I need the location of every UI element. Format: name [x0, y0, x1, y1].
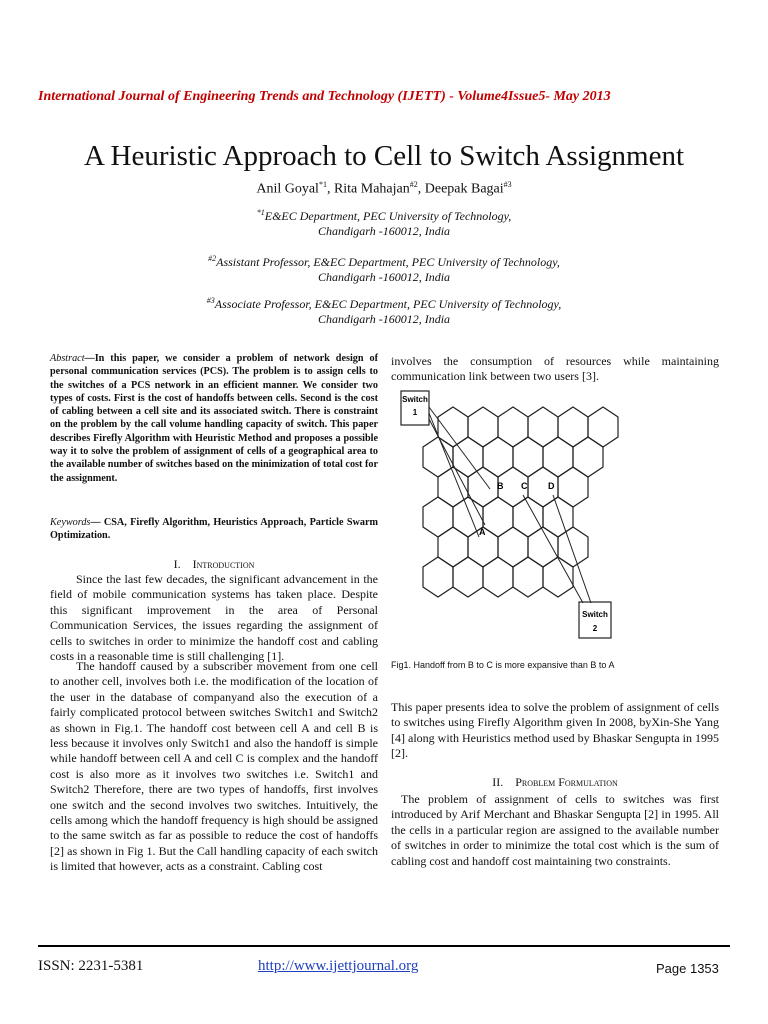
affiliation-superscript: #3 [206, 296, 215, 305]
section-heading-introduction [50, 557, 378, 572]
author-superscript: #2 [409, 180, 418, 189]
section-title: Problem Formulation [515, 775, 618, 789]
author-list [0, 180, 768, 198]
hexagon-cell [558, 467, 588, 507]
hexagon-cell [528, 407, 558, 447]
abstract [50, 352, 378, 485]
hexagon-cell [498, 407, 528, 447]
abstract-text: —In this paper, we consider a problem of network design of personal communication services (PCS). The problem is to assign cells to the switches of a PCS network in an efficient manner. We consider two types of costs. First is the cost of handoffs between cells. Second is the cost of cabling between a cell site and its associated switch. There is constraint on the problem by the call volume handling capacity of switch. This paper describes Firefly Algorithm with Heuristic Method and proposes a possible way it to solve the problem of assignment of cells of a geographical area to the available number of switches based on the minimization of total cost for the assignment. [50, 353, 378, 484]
hexagon-cell [558, 407, 588, 447]
cell-d-label: D [548, 481, 555, 491]
section-title: Introduction [192, 557, 255, 571]
journal-header: International Journal of Engineering Trends and Technology (IJETT) - Volume4Issue5- May 2013 [38, 89, 611, 104]
hexagon-cell [543, 497, 573, 537]
intro-paragraph-1: Since the last few decades, the significant advancement in the field of mobile communication systems has taken place. Despite this significant improvement in the area of Personal Communication Services, the issues regarding the assignment of cells to switches in order to minimize the handoff cost and cabling costs in a reasonable time is still challenging [1]. [50, 572, 378, 664]
section-number: I. [173, 557, 181, 571]
author-name: Deepak Bagai [424, 181, 504, 197]
hexagon-cell [423, 497, 453, 537]
hexagon-cell [483, 437, 513, 477]
footer-rule [38, 945, 730, 947]
footer-page-number: Page 1353 [656, 961, 719, 976]
right-paragraph-2: This paper presents idea to solve the problem of assignment of cells to switches using Firefly Algorithm given In 2008, byXin-She Yang [4] along with Heuristics method used by Bhaskar Sengupta in 1995 [2]. [391, 700, 719, 761]
intro-paragraph-2: The handoff caused by a subscriber movement from one cell to another cell, involves both i.e. the modification of the location of the user in the database of companyand also the execution of a fairly complicated protocol between switches Switch1 and Switch2 as shown in Fig.1. The handoff cost between cell A and cell B is less because it involves only Switch1 and also the handoff is simple while handoff between cell A and cell C is complex and the handoff cost is also more as it involves two switches i.e. Switch1 and Switch2 Therefore, there are two types of handoffs, first involves one switch and the second involves two switches. Intuitively, the cells among which the handoff frequency is high should be assigned to the same switch as far as possible to reduce the cost of handoffs [2] as shown in Fig 1. But the Call handling capacity of each switch is limited that however, acts as a constraint. Cabling cost [50, 659, 378, 874]
author-separator: , [326, 181, 334, 197]
affiliation-line: Chandigarh -160012, India [317, 270, 451, 284]
hexagon-cell [453, 437, 483, 477]
affiliation-line: Chandigarh -160012, India [317, 224, 451, 238]
affiliation-superscript: #2 [208, 254, 217, 263]
switch-2-number: 2 [592, 624, 598, 633]
hexagon-cell [543, 437, 573, 477]
footer-journal-link[interactable]: http://www.ijettjournal.org [258, 958, 419, 974]
hexagon-cell [423, 557, 453, 597]
switch-1-label: Switch [402, 395, 428, 404]
keywords-label: Keywords [50, 517, 91, 528]
affiliation-line: Assistant Professor, E&EC Department, PEC University of Technology, [216, 255, 560, 269]
hexagon-cell [573, 437, 603, 477]
right-paragraph-3: The problem of assignment of cells to switches was first introduced by Arif Merchant and Bhaskar Sengupta [2] in 1995. All the cells in a particular region are assigned to the available number of switches in order to minimize the total cost which is the sum of cabling cost and handoff cost maintaining two constraints. [391, 792, 719, 868]
footer-issn: ISSN: 2231-5381 [38, 958, 144, 974]
hexagon-cell [558, 527, 588, 567]
affiliation-line: Associate Professor, E&EC Department, PEC University of Technology, [214, 297, 562, 311]
author-separator: , [417, 181, 425, 197]
hexagon-cell-grid [423, 407, 618, 597]
hexagon-cell [513, 437, 543, 477]
hexagon-cell [423, 437, 453, 477]
keywords [50, 516, 378, 543]
author-superscript: #3 [503, 180, 512, 189]
affiliation-superscript: *1 [256, 208, 265, 217]
author-name: Anil Goyal [256, 181, 319, 197]
switch-1-number: 1 [412, 408, 418, 417]
affiliation-line: Chandigarh -160012, India [317, 312, 451, 326]
hexagon-cell [438, 527, 468, 567]
affiliation-2 [0, 251, 768, 285]
hexagon-cell [468, 407, 498, 447]
section-heading-problem-formulation [391, 775, 719, 790]
keywords-text: — CSA, Firefly Algorithm, Heuristics Approach, Particle Swarm Optimization. [50, 517, 378, 542]
hexagon-cell [588, 407, 618, 447]
cell-c-label: C [521, 481, 528, 491]
cell-b-label: B [497, 481, 504, 491]
hexagon-cell [438, 407, 468, 447]
hexagon-cell [528, 527, 558, 567]
affiliation-3 [0, 293, 768, 327]
paper-title: A Heuristic Approach to Cell to Switch Assignment [83, 140, 685, 172]
affiliation-line: E&EC Department, PEC University of Technology, [264, 209, 512, 223]
hexagon-cell [453, 557, 483, 597]
figure-1-diagram [395, 385, 635, 647]
figure-1-caption: Fig1. Handoff from B to C is more expansive than B to A [391, 660, 615, 670]
hexagon-cell [483, 557, 513, 597]
section-number: II. [492, 775, 504, 789]
hexagon-cell [513, 557, 543, 597]
author-name: Rita Mahajan [333, 181, 410, 197]
affiliation-1 [0, 205, 768, 239]
author-superscript: *1 [318, 180, 327, 189]
abstract-label: Abstract [50, 353, 85, 364]
right-paragraph-1: involves the consumption of resources while maintaining communication link between two users [3]. [391, 354, 719, 384]
hexagon-cell [498, 527, 528, 567]
hexagon-cell [483, 497, 513, 537]
cell-a-label: A [479, 527, 486, 537]
switch-2-label: Switch [582, 610, 608, 619]
